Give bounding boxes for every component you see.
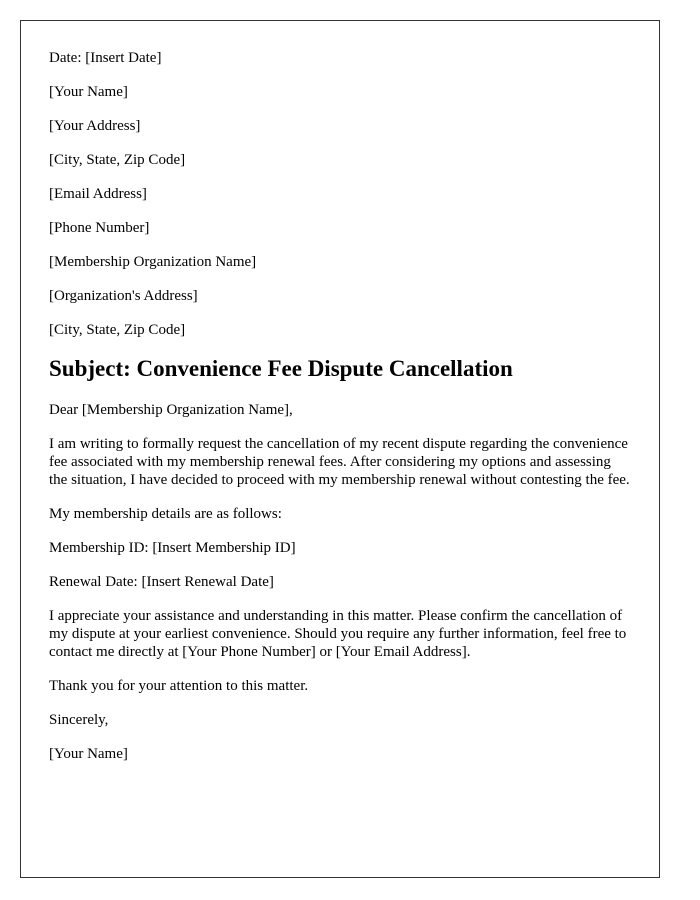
body-paragraph-1: I am writing to formally request the cancellation of my recent dispute regarding the convenience fee associated with my membership renewal fees. After considering my options and assessing the situation, I have decided to proceed with my membership renewal without contesting the fee. bbox=[49, 436, 630, 488]
membership-id-line: Membership ID: [Insert Membership ID] bbox=[49, 540, 296, 556]
date-line: Date: [Insert Date] bbox=[49, 50, 162, 66]
renewal-date-line: Renewal Date: [Insert Renewal Date] bbox=[49, 574, 274, 590]
details-intro: My membership details are as follows: bbox=[49, 506, 282, 522]
salutation: Dear [Membership Organization Name], bbox=[49, 402, 293, 418]
body-paragraph-2: I appreciate your assistance and understanding in this matter. Please confirm the cancellation of my dispute at your earliest convenience. Should you require any further information, feel free to contact me directly at [Your Phone Number] or [Your Email Address]. bbox=[49, 608, 627, 660]
recipient-city-state-zip: [City, State, Zip Code] bbox=[49, 322, 186, 338]
sender-address: [Your Address] bbox=[49, 118, 141, 134]
sender-name: [Your Name] bbox=[49, 84, 128, 100]
recipient-org-name: [Membership Organization Name] bbox=[49, 254, 257, 270]
sender-city-state-zip: [City, State, Zip Code] bbox=[49, 152, 186, 168]
recipient-org-address: [Organization's Address] bbox=[49, 288, 198, 304]
sender-email: [Email Address] bbox=[49, 186, 147, 202]
closing: Sincerely, bbox=[49, 712, 109, 728]
signature-name: [Your Name] bbox=[49, 746, 128, 762]
subject-heading: Subject: Convenience Fee Dispute Cancellation bbox=[49, 356, 513, 381]
letter-page bbox=[20, 20, 660, 878]
thanks-line: Thank you for your attention to this matter. bbox=[49, 678, 309, 694]
sender-phone: [Phone Number] bbox=[49, 220, 150, 236]
